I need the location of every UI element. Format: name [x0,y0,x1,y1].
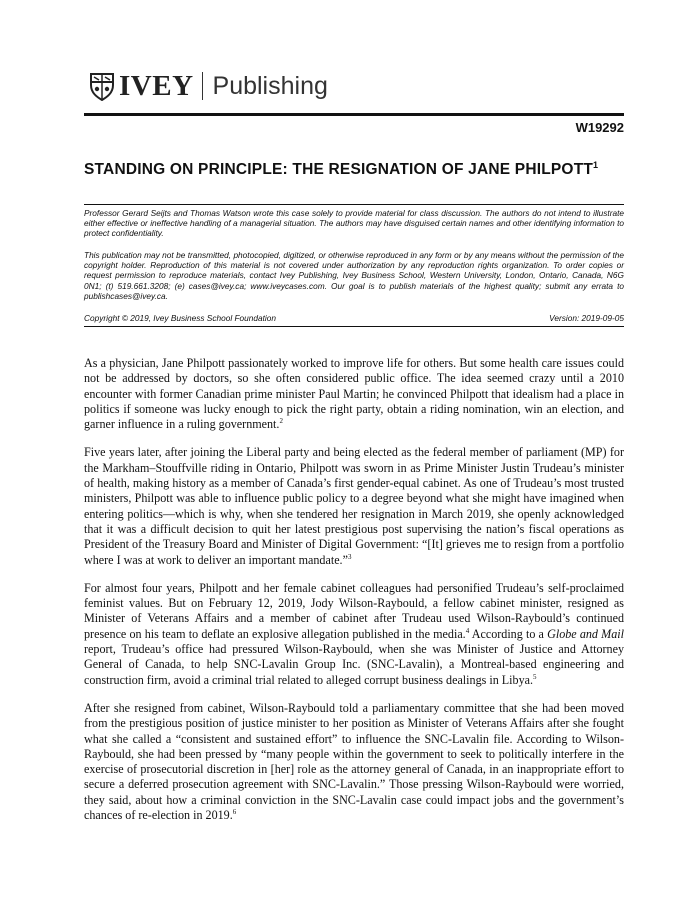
footnote-ref: 3 [347,552,352,561]
brand-divider [202,72,203,100]
disclaimer-bottom-rule [84,326,624,327]
paragraph-2 [84,445,624,567]
page-title [84,160,624,179]
footnote-ref: 2 [279,417,283,426]
copyright-row [84,313,624,323]
permissions-disclaimer: This publication may not be transmitted, photocopied, digitized, or otherwise reproduced in any form or by any means without the permission of the copyright holder. Reproduction of this material is not covered under authorization by any reproduction rights organization. To order copies or request permission to reproduce materials, contact Ivey Publishing, Ivey Business School, Western University, London, Ontario, Canada, N6G 0N1; (t) 519.661.3208; (e) cases@ivey.ca; www.iveycases.com. Our goal is to publish materials of the highest quality; submit any errata to publishcases@ivey.ca. [84,250,624,301]
paragraph-1 [84,356,624,432]
title-text: STANDING ON PRINCIPLE: THE RESIGNATION OF JANE PHILPOTT [84,161,594,179]
publication-name: Globe and Mail [547,626,624,641]
copyright-text: Copyright © 2019, Ivey Business School Foundation [84,313,276,323]
ivey-crest-icon [89,71,115,101]
paragraph-text: According to a [469,626,548,641]
disclaimer-top-rule [84,204,624,205]
version-text: Version: 2019-09-05 [549,313,624,323]
footnote-ref: 5 [533,672,537,681]
case-number: W19292 [575,120,624,135]
brand-name: IVEY [119,69,194,102]
paragraph-text: Five years later, after joining the Liberal party and being elected as the federal member of parliament (MP) for the Markham–Stouffville riding in Ontario, Philpott was sworn in as Prime Minister Justin Trudeau’s minister of health, making history as a member of Canada’s first gender-equal cabinet. As one of Trudeau’s most trusted ministers, Philpott was able to influence public policy to a degree beyond what she might have imagined when entering politics—which is why, when she tendered her resignation in March 2019, she openly acknowledged that it was a difficult decision to quit her latest prestigious post supervising the nation’s fiscal operations as President of the Treasury Board and Minister of Digital Government: “[It] grieves me to resign from a portfolio where I was at work to deliver an important mandate.” [84,445,624,567]
ivey-publishing-logo [89,66,328,106]
paragraph-text: As a physician, Jane Philpott passionately worked to improve life for others. But some health care issues could not be addressed by doctors, so she often considered public office. The idea seemed crazy until a 2010 encounter with former Canadian prime minister Paul Martin; he convinced Philpott that idealism had a place in politics if someone was lucky enough to pick the right party, obtain a riding nomination, win an election, and garner influence in a ruling government. [84,356,624,432]
footnote-ref: 4 [465,626,470,635]
paragraph-text: For almost four years, Philpott and her female cabinet colleagues had personified Trudeau’s self-proclaimed feminist values. But on February 12, 2019, Jody Wilson-Raybould, a fellow cabinet minister, resigned as Minister of Veterans Affairs and a member of cabinet after Trudeau used Wilson-Raybould’s continued presence on his team to deflate an explosive allegation published in the media. [84,580,624,641]
brand-subtitle: Publishing [212,71,328,100]
title-footnote: 1 [593,160,599,170]
footnote-ref: 6 [232,807,237,816]
authors-disclaimer: Professor Gerard Seijts and Thomas Watson wrote this case solely to provide material for class discussion. The authors do not intend to illustrate either effective or ineffective handling of a managerial situation. The authors may have disguised certain names and other identifying information to protect confidentiality. [84,208,624,239]
paragraph-text: After she resigned from cabinet, Wilson-Raybould told a parliamentary committee that she had been moved from the prestigious position of justice minister to her position as Minister of Veterans Affairs after she fought what she called a “consistent and sustained effort” to influence the SNC-Lavalin file. According to Wilson-Raybould, she had been pressed by “many people within the government to seek to politically interfere in the exercise of prosecutorial discretion in [her] role as the attorney general of Canada, in an inappropriate effort to secure a deferred prosecution agreement with SNC-Lavalin.” Those pressing Wilson-Raybould were worried, they said, about how a criminal conviction in the SNC-Lavalin case could impact jobs and the government’s chances of re-election in 2019. [84,700,624,823]
paragraph-3 [84,581,624,688]
paragraph-4 [84,701,624,823]
header-rule [84,113,624,116]
case-body [84,356,624,836]
paragraph-text: report, Trudeau’s office had pressured Wilson-Raybould, when she was Minister of Justice and Attorney General of Canada, to help SNC-Lavalin Group Inc. (SNC-Lavalin), a Montreal-based engineering and construction firm, avoid a criminal trial related to alleged corrupt business dealings in Libya. [84,642,624,687]
